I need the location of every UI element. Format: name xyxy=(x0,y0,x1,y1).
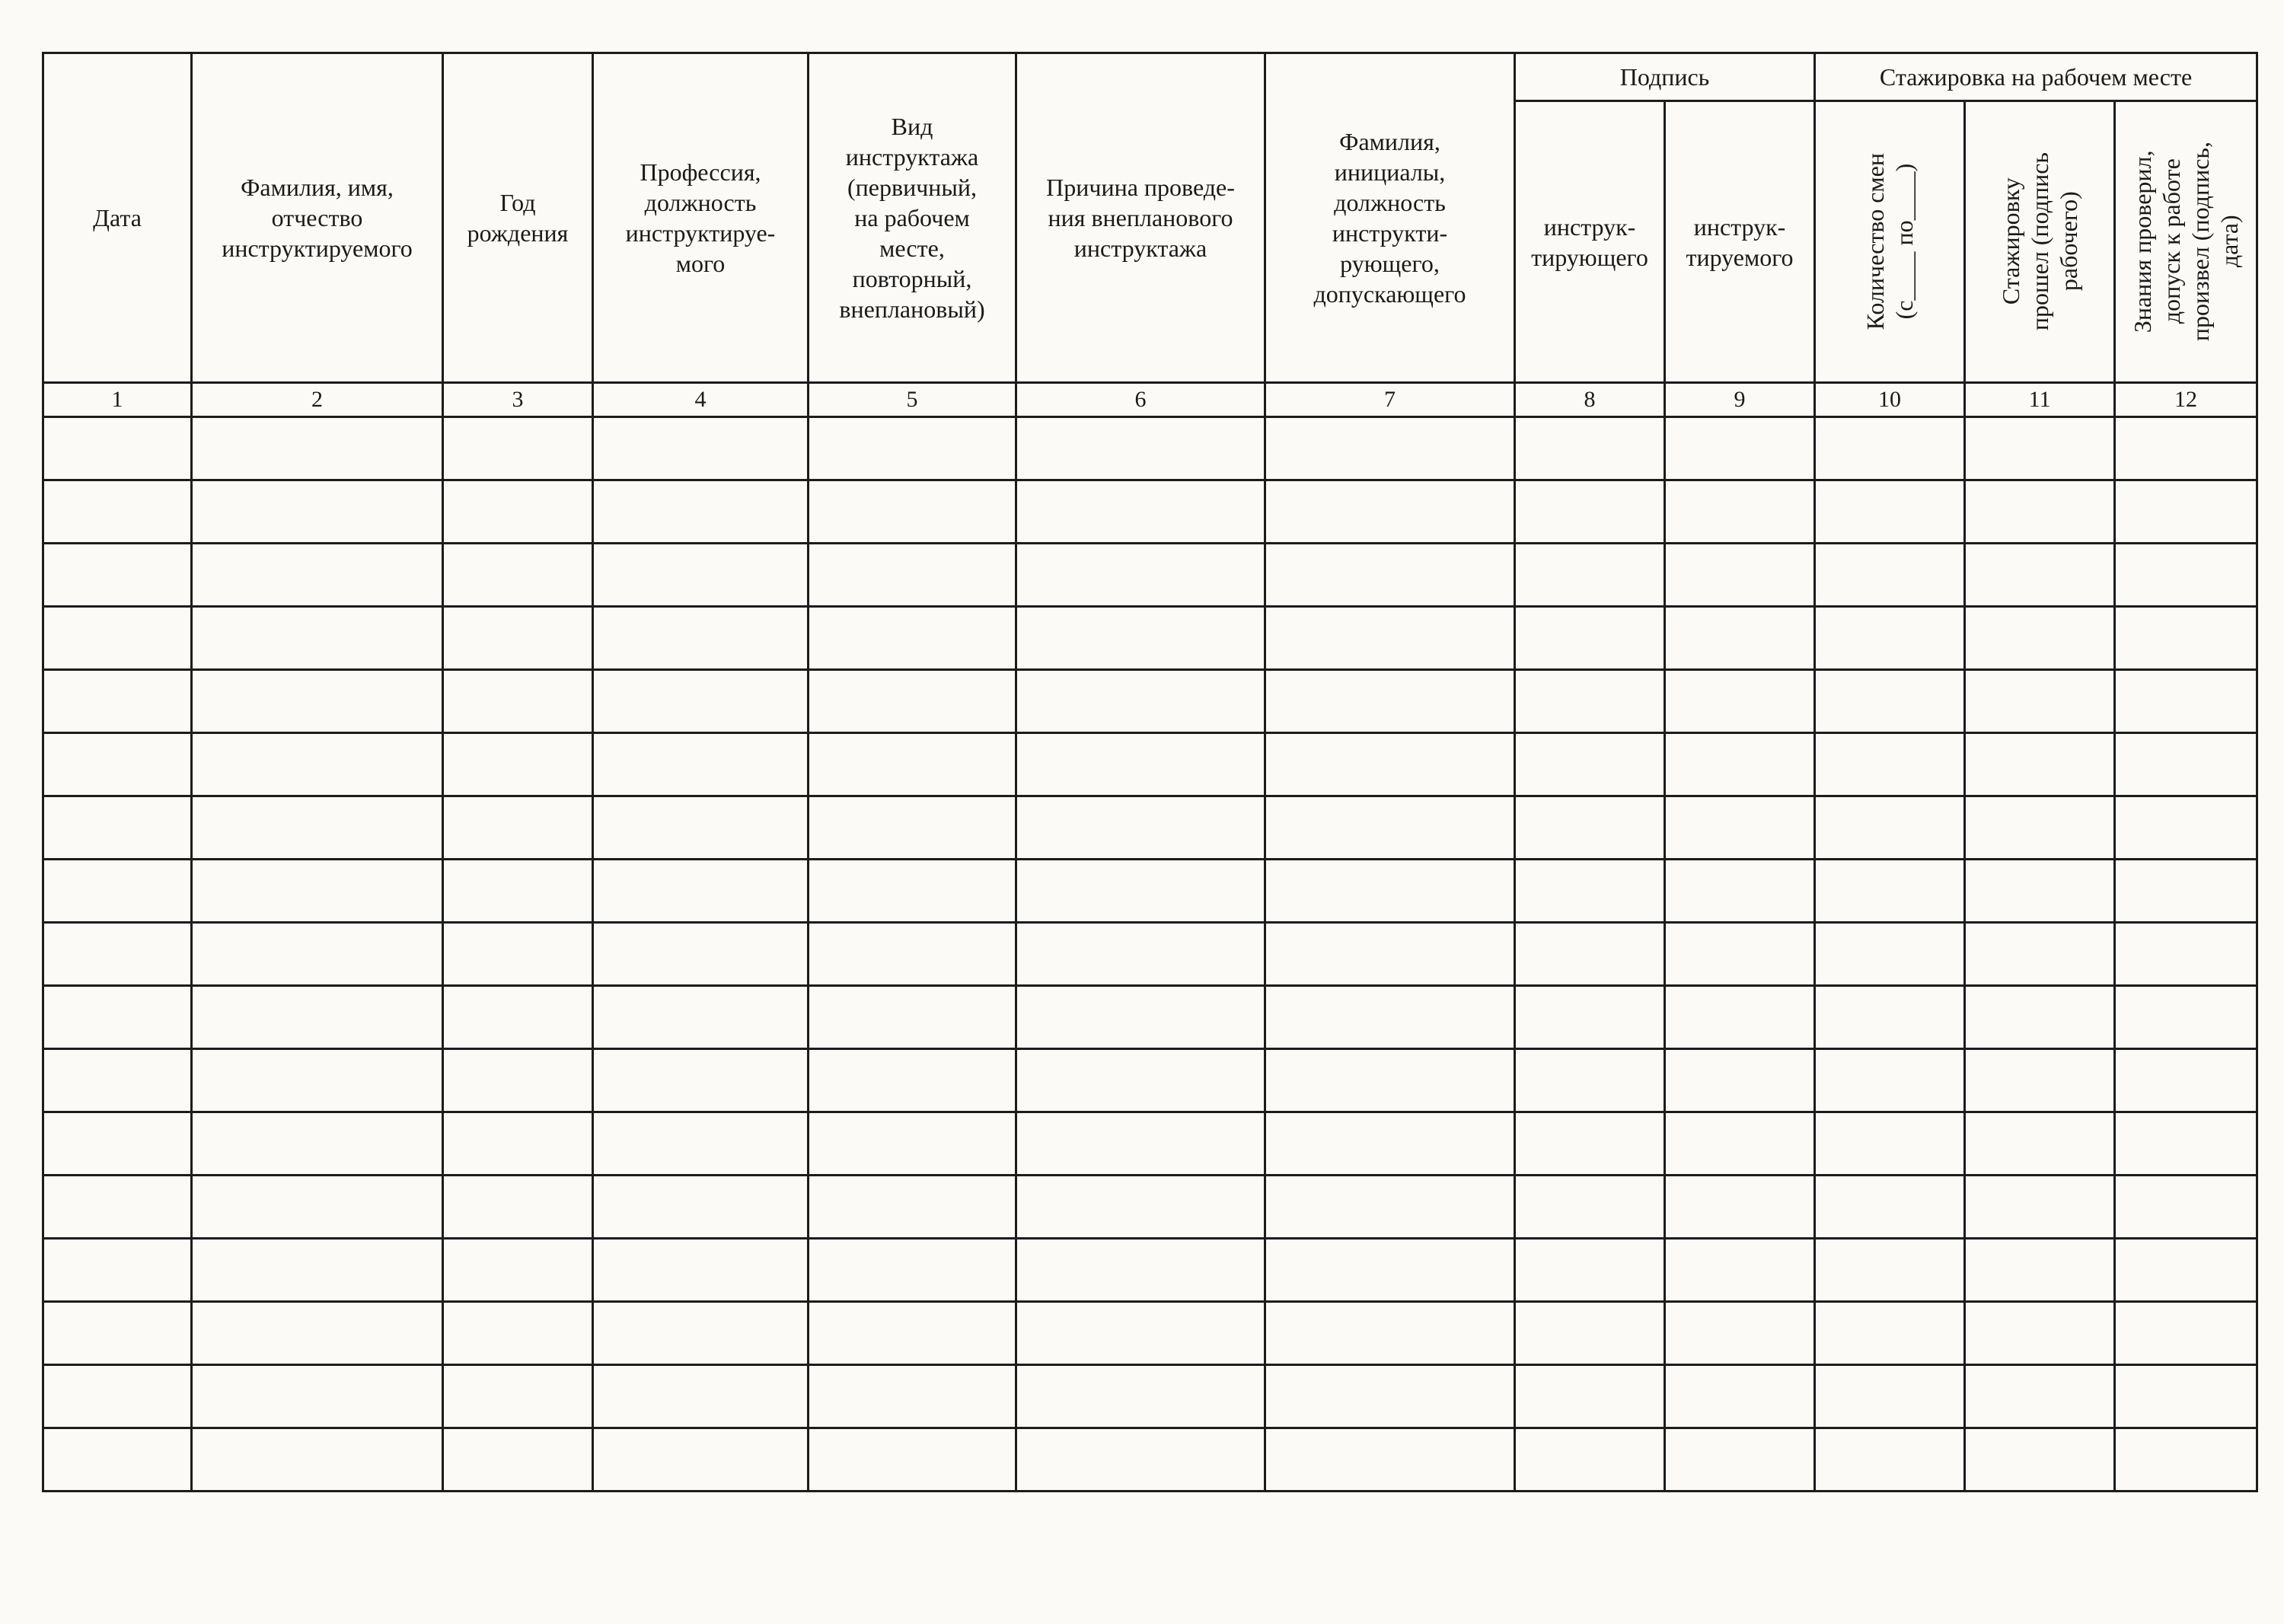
entry-cell[interactable] xyxy=(443,733,593,796)
entry-cell[interactable] xyxy=(593,1112,809,1176)
entry-cell[interactable] xyxy=(593,544,809,607)
entry-cell[interactable] xyxy=(1665,1428,1815,1492)
entry-cell[interactable] xyxy=(1815,1302,1965,1365)
entry-cell[interactable] xyxy=(1016,1239,1265,1302)
entry-cell[interactable] xyxy=(1815,1239,1965,1302)
entry-cell[interactable] xyxy=(1016,1176,1265,1239)
table-row xyxy=(43,1428,2257,1492)
entry-cell[interactable] xyxy=(1265,670,1515,733)
column-number: 5 xyxy=(809,383,1016,417)
entry-cell[interactable] xyxy=(1665,670,1815,733)
entry-cell[interactable] xyxy=(1965,670,2115,733)
entry-cell[interactable] xyxy=(1665,607,1815,670)
header-signature-instructed: инструк- тируемого xyxy=(1665,101,1815,383)
entry-cell[interactable] xyxy=(593,986,809,1049)
entry-cell[interactable] xyxy=(443,1428,593,1492)
entry-cell[interactable] xyxy=(192,607,443,670)
entry-cell[interactable] xyxy=(1515,1176,1665,1239)
entry-cell[interactable] xyxy=(1815,986,1965,1049)
table-row xyxy=(43,544,2257,607)
entry-cell[interactable] xyxy=(1515,480,1665,544)
entry-cell[interactable] xyxy=(1515,860,1665,923)
entry-cell[interactable] xyxy=(1815,1365,1965,1428)
entry-cell[interactable] xyxy=(192,1239,443,1302)
entry-cell[interactable] xyxy=(43,1239,192,1302)
header-full-name: Фамилия, имя, отчество инструктируемого xyxy=(192,53,443,383)
entry-cell[interactable] xyxy=(1815,544,1965,607)
entry-cell[interactable] xyxy=(192,1112,443,1176)
entry-cell[interactable] xyxy=(2115,544,2257,607)
entry-cell[interactable] xyxy=(1665,1176,1815,1239)
entry-cell[interactable] xyxy=(1965,1049,2115,1112)
entry-cell[interactable] xyxy=(809,1112,1016,1176)
entry-cell[interactable] xyxy=(1815,860,1965,923)
entry-cell[interactable] xyxy=(1665,1049,1815,1112)
entry-cell[interactable] xyxy=(593,1049,809,1112)
entry-cell[interactable] xyxy=(1265,480,1515,544)
entry-cell[interactable] xyxy=(1016,1365,1265,1428)
header-birth-year: Год рождения xyxy=(443,53,593,383)
table-row xyxy=(43,607,2257,670)
entry-cell[interactable] xyxy=(43,1428,192,1492)
entry-cell[interactable] xyxy=(192,417,443,480)
header-knowledge-checked: Знания проверил, допуск к работе произвел (подпись, дата) xyxy=(2115,101,2257,383)
entry-cell[interactable] xyxy=(1265,607,1515,670)
entry-cell[interactable] xyxy=(1815,1428,1965,1492)
entry-cell[interactable] xyxy=(593,733,809,796)
table-row xyxy=(43,1365,2257,1428)
entry-cell[interactable] xyxy=(809,607,1016,670)
entry-cell[interactable] xyxy=(43,1049,192,1112)
column-number: 8 xyxy=(1515,383,1665,417)
header-internship-group: Стажировка на рабочем месте xyxy=(1815,53,2257,101)
entry-cell[interactable] xyxy=(593,1176,809,1239)
entry-cell[interactable] xyxy=(1016,607,1265,670)
header-profession: Профессия, должность инструктируе- мого xyxy=(593,53,809,383)
entry-cell[interactable] xyxy=(443,1112,593,1176)
entry-cell[interactable] xyxy=(43,607,192,670)
entry-cell[interactable] xyxy=(1265,733,1515,796)
entry-cell[interactable] xyxy=(2115,607,2257,670)
entry-cell[interactable] xyxy=(2115,417,2257,480)
column-number: 6 xyxy=(1016,383,1265,417)
entry-cell[interactable] xyxy=(809,733,1016,796)
entry-cell[interactable] xyxy=(443,670,593,733)
entry-cell[interactable] xyxy=(1965,544,2115,607)
entry-cell[interactable] xyxy=(809,860,1016,923)
column-number-row xyxy=(43,383,2257,417)
entry-cell[interactable] xyxy=(192,544,443,607)
entry-cell[interactable] xyxy=(1965,480,2115,544)
entry-cell[interactable] xyxy=(1665,417,1815,480)
entry-cell[interactable] xyxy=(809,1365,1016,1428)
entry-cell[interactable] xyxy=(1665,860,1815,923)
entry-cell[interactable] xyxy=(43,544,192,607)
column-number: 11 xyxy=(1965,383,2115,417)
entry-cell[interactable] xyxy=(809,480,1016,544)
entry-cell[interactable] xyxy=(2115,1176,2257,1239)
entry-cell[interactable] xyxy=(43,733,192,796)
entry-cell[interactable] xyxy=(1515,1428,1665,1492)
column-number: 4 xyxy=(593,383,809,417)
entry-cell[interactable] xyxy=(1665,923,1815,986)
entry-cell[interactable] xyxy=(809,1176,1016,1239)
entry-cell[interactable] xyxy=(1965,923,2115,986)
entry-cell[interactable] xyxy=(1815,1176,1965,1239)
entry-cell[interactable] xyxy=(1815,796,1965,860)
entry-cell[interactable] xyxy=(443,1176,593,1239)
entry-cell[interactable] xyxy=(1815,607,1965,670)
entry-cell[interactable] xyxy=(1815,1112,1965,1176)
entry-cell[interactable] xyxy=(1965,1239,2115,1302)
entry-cell[interactable] xyxy=(1665,1365,1815,1428)
entry-cell[interactable] xyxy=(809,1428,1016,1492)
table-row xyxy=(43,986,2257,1049)
entry-cell[interactable] xyxy=(2115,1428,2257,1492)
entry-cell[interactable] xyxy=(1265,417,1515,480)
entry-cell[interactable] xyxy=(1265,1176,1515,1239)
entry-cell[interactable] xyxy=(1515,986,1665,1049)
entry-cell[interactable] xyxy=(1965,1428,2115,1492)
entry-cell[interactable] xyxy=(1265,1112,1515,1176)
entry-cell[interactable] xyxy=(593,1365,809,1428)
entry-cell[interactable] xyxy=(192,733,443,796)
entry-cell[interactable] xyxy=(1265,796,1515,860)
entry-cell[interactable] xyxy=(43,796,192,860)
entry-cell[interactable] xyxy=(43,986,192,1049)
entry-cell[interactable] xyxy=(1016,1112,1265,1176)
column-number: 3 xyxy=(443,383,593,417)
entry-cell[interactable] xyxy=(1515,607,1665,670)
entry-cell[interactable] xyxy=(1265,923,1515,986)
header-unscheduled-reason: Причина проведе- ния внепланового инструктажа xyxy=(1016,53,1265,383)
header-internship-passed: Стажировку прошел (подпись рабочего) xyxy=(1965,101,2115,383)
entry-cell[interactable] xyxy=(1965,1176,2115,1239)
column-number: 7 xyxy=(1265,383,1515,417)
entry-cell[interactable] xyxy=(809,544,1016,607)
entry-cell[interactable] xyxy=(1965,796,2115,860)
entry-cell[interactable] xyxy=(1665,796,1815,860)
entry-cell[interactable] xyxy=(443,1365,593,1428)
entry-cell[interactable] xyxy=(809,1302,1016,1365)
entry-cell[interactable] xyxy=(1016,670,1265,733)
entry-cell[interactable] xyxy=(1016,1428,1265,1492)
entry-cell[interactable] xyxy=(593,670,809,733)
entry-cell[interactable] xyxy=(192,986,443,1049)
entry-cell[interactable] xyxy=(1965,1302,2115,1365)
entry-cell[interactable] xyxy=(192,480,443,544)
entry-cell[interactable] xyxy=(43,1176,192,1239)
entry-cell[interactable] xyxy=(443,544,593,607)
entry-cell[interactable] xyxy=(809,986,1016,1049)
entry-cell[interactable] xyxy=(443,480,593,544)
header-date: Дата xyxy=(43,53,192,383)
entry-cell[interactable] xyxy=(192,923,443,986)
entry-cell[interactable] xyxy=(2115,986,2257,1049)
entry-cell[interactable] xyxy=(1515,1239,1665,1302)
entry-cell[interactable] xyxy=(593,796,809,860)
entry-cell[interactable] xyxy=(593,480,809,544)
column-number: 10 xyxy=(1815,383,1965,417)
entry-cell[interactable] xyxy=(1965,860,2115,923)
entry-cell[interactable] xyxy=(192,1049,443,1112)
entry-cell[interactable] xyxy=(2115,860,2257,923)
entry-cell[interactable] xyxy=(1515,923,1665,986)
table-row xyxy=(43,796,2257,860)
entry-cell[interactable] xyxy=(1815,733,1965,796)
entry-cell[interactable] xyxy=(43,480,192,544)
log-body xyxy=(43,417,2257,1492)
entry-cell[interactable] xyxy=(1515,417,1665,480)
table-row xyxy=(43,1302,2257,1365)
entry-cell[interactable] xyxy=(192,796,443,860)
entry-cell[interactable] xyxy=(1665,544,1815,607)
entry-cell[interactable] xyxy=(1515,1365,1665,1428)
entry-cell[interactable] xyxy=(2115,923,2257,986)
entry-cell[interactable] xyxy=(1016,860,1265,923)
entry-cell[interactable] xyxy=(2115,1365,2257,1428)
entry-cell[interactable] xyxy=(2115,1049,2257,1112)
entry-cell[interactable] xyxy=(809,1239,1016,1302)
entry-cell[interactable] xyxy=(1515,1112,1665,1176)
entry-cell[interactable] xyxy=(443,1049,593,1112)
entry-cell[interactable] xyxy=(809,796,1016,860)
entry-cell[interactable] xyxy=(593,607,809,670)
entry-cell[interactable] xyxy=(43,417,192,480)
entry-cell[interactable] xyxy=(1665,1112,1815,1176)
entry-cell[interactable] xyxy=(1965,607,2115,670)
entry-cell[interactable] xyxy=(443,417,593,480)
entry-cell[interactable] xyxy=(1016,733,1265,796)
entry-cell[interactable] xyxy=(809,417,1016,480)
entry-cell[interactable] xyxy=(593,860,809,923)
column-number: 9 xyxy=(1665,383,1815,417)
entry-cell[interactable] xyxy=(2115,1302,2257,1365)
entry-cell[interactable] xyxy=(192,860,443,923)
entry-cell[interactable] xyxy=(809,1049,1016,1112)
entry-cell[interactable] xyxy=(1016,923,1265,986)
entry-cell[interactable] xyxy=(1665,1302,1815,1365)
entry-cell[interactable] xyxy=(1515,670,1665,733)
entry-cell[interactable] xyxy=(1265,1428,1515,1492)
entry-cell[interactable] xyxy=(1815,923,1965,986)
briefing-log-table xyxy=(42,52,2258,1492)
entry-cell[interactable] xyxy=(1515,1049,1665,1112)
entry-cell[interactable] xyxy=(1965,986,2115,1049)
entry-cell[interactable] xyxy=(1515,796,1665,860)
column-number: 1 xyxy=(43,383,192,417)
entry-cell[interactable] xyxy=(1965,1112,2115,1176)
entry-cell[interactable] xyxy=(43,1365,192,1428)
entry-cell[interactable] xyxy=(1515,733,1665,796)
entry-cell[interactable] xyxy=(443,1302,593,1365)
entry-cell[interactable] xyxy=(1815,480,1965,544)
header-shift-count: Количество смен (с____ по____) xyxy=(1815,101,1965,383)
entry-cell[interactable] xyxy=(2115,733,2257,796)
header-briefing-type: Вид инструктажа (первичный, на рабочем месте, повторный, внеплановый) xyxy=(809,53,1016,383)
entry-cell[interactable] xyxy=(1016,1049,1265,1112)
entry-cell[interactable] xyxy=(809,923,1016,986)
entry-cell[interactable] xyxy=(1515,544,1665,607)
entry-cell[interactable] xyxy=(1265,860,1515,923)
entry-cell[interactable] xyxy=(1665,1239,1815,1302)
table-row xyxy=(43,1176,2257,1239)
entry-cell[interactable] xyxy=(1016,986,1265,1049)
entry-cell[interactable] xyxy=(43,923,192,986)
entry-cell[interactable] xyxy=(2115,1112,2257,1176)
header-signature-instructor: инструк- тирующего xyxy=(1515,101,1665,383)
entry-cell[interactable] xyxy=(593,1239,809,1302)
entry-cell[interactable] xyxy=(1815,670,1965,733)
table-row xyxy=(43,860,2257,923)
entry-cell[interactable] xyxy=(593,1428,809,1492)
entry-cell[interactable] xyxy=(192,1302,443,1365)
entry-cell[interactable] xyxy=(443,923,593,986)
entry-cell[interactable] xyxy=(43,1112,192,1176)
entry-cell[interactable] xyxy=(43,860,192,923)
entry-cell[interactable] xyxy=(443,796,593,860)
table-row xyxy=(43,417,2257,480)
column-number: 12 xyxy=(2115,383,2257,417)
table-row xyxy=(43,1239,2257,1302)
entry-cell[interactable] xyxy=(443,860,593,923)
header-signature-group: Подпись xyxy=(1515,53,1815,101)
table-row xyxy=(43,1112,2257,1176)
entry-cell[interactable] xyxy=(2115,670,2257,733)
entry-cell[interactable] xyxy=(2115,480,2257,544)
entry-cell[interactable] xyxy=(43,1302,192,1365)
entry-cell[interactable] xyxy=(443,986,593,1049)
entry-cell[interactable] xyxy=(1016,480,1265,544)
table-row xyxy=(43,670,2257,733)
entry-cell[interactable] xyxy=(1965,1365,2115,1428)
entry-cell[interactable] xyxy=(192,1428,443,1492)
entry-cell[interactable] xyxy=(443,607,593,670)
entry-cell[interactable] xyxy=(593,417,809,480)
entry-cell[interactable] xyxy=(43,670,192,733)
entry-cell[interactable] xyxy=(2115,1239,2257,1302)
table-row xyxy=(43,480,2257,544)
entry-cell[interactable] xyxy=(1265,1049,1515,1112)
entry-cell[interactable] xyxy=(1665,733,1815,796)
entry-cell[interactable] xyxy=(1265,1302,1515,1365)
entry-cell[interactable] xyxy=(1665,986,1815,1049)
table-row xyxy=(43,1049,2257,1112)
entry-cell[interactable] xyxy=(1665,480,1815,544)
entry-cell[interactable] xyxy=(192,1176,443,1239)
entry-cell[interactable] xyxy=(1265,1365,1515,1428)
entry-cell[interactable] xyxy=(1265,986,1515,1049)
entry-cell[interactable] xyxy=(1016,796,1265,860)
entry-cell[interactable] xyxy=(1016,1302,1265,1365)
entry-cell[interactable] xyxy=(1815,1049,1965,1112)
entry-cell[interactable] xyxy=(1515,1302,1665,1365)
table-row xyxy=(43,923,2257,986)
entry-cell[interactable] xyxy=(809,670,1016,733)
table-row xyxy=(43,733,2257,796)
entry-cell[interactable] xyxy=(1265,544,1515,607)
entry-cell[interactable] xyxy=(593,1302,809,1365)
entry-cell[interactable] xyxy=(1815,417,1965,480)
entry-cell[interactable] xyxy=(2115,796,2257,860)
column-number: 2 xyxy=(192,383,443,417)
entry-cell[interactable] xyxy=(443,1239,593,1302)
entry-cell[interactable] xyxy=(192,670,443,733)
entry-cell[interactable] xyxy=(1965,733,2115,796)
entry-cell[interactable] xyxy=(1016,544,1265,607)
header-instructor: Фамилия, инициалы, должность инструкти- рующего, допускающего xyxy=(1265,53,1515,383)
entry-cell[interactable] xyxy=(192,1365,443,1428)
entry-cell[interactable] xyxy=(1016,417,1265,480)
entry-cell[interactable] xyxy=(1265,1239,1515,1302)
entry-cell[interactable] xyxy=(1965,417,2115,480)
entry-cell[interactable] xyxy=(593,923,809,986)
